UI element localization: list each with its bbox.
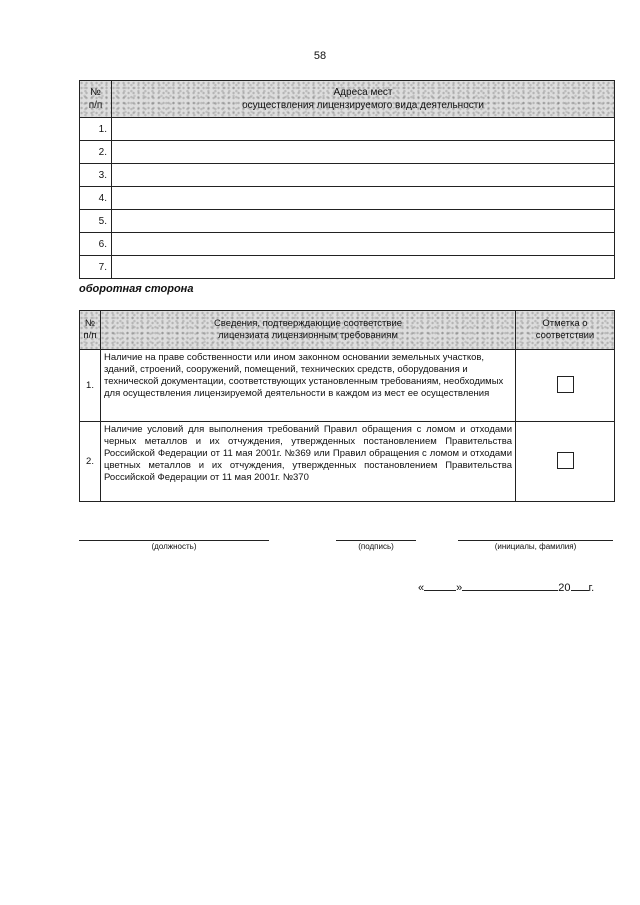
address-cell[interactable]: [112, 164, 615, 187]
header-requirements-text: Сведения, подтверждающие соответствие лицензиата лицензионным требованиям: [213, 318, 403, 341]
section-title: оборотная сторона: [79, 283, 194, 295]
name-line[interactable]: [458, 540, 613, 551]
compliance-checkbox-cell: [516, 422, 615, 502]
row-number: 7.: [80, 256, 112, 279]
signature-label: (подпись): [358, 542, 394, 551]
table-row: [80, 256, 615, 279]
row-number: 6.: [80, 233, 112, 256]
addresses-table-header: [80, 81, 615, 118]
table-row: [80, 210, 615, 233]
address-cell[interactable]: [112, 210, 615, 233]
table-row: [80, 118, 615, 141]
month-field[interactable]: [462, 580, 558, 591]
header-compliance-mark: [516, 311, 615, 350]
header-num-text: № п/п: [83, 318, 97, 341]
address-cell[interactable]: [112, 187, 615, 210]
compliance-checkbox[interactable]: [557, 376, 574, 393]
header-mark-text: Отметка о соответствии: [535, 318, 595, 341]
table-row: [80, 233, 615, 256]
year-field[interactable]: [571, 580, 589, 591]
row-number: 4.: [80, 187, 112, 210]
row-number: 5.: [80, 210, 112, 233]
table-row: [80, 187, 615, 210]
address-cell[interactable]: [112, 141, 615, 164]
header-num-text: № п/п: [88, 87, 103, 111]
row-number: 1.: [80, 118, 112, 141]
position-label: (должность): [151, 542, 197, 551]
address-cell[interactable]: [112, 233, 615, 256]
table-row: [80, 164, 615, 187]
requirements-table-header: [80, 311, 615, 350]
row-number: 2.: [80, 422, 101, 502]
table-row: [80, 422, 615, 502]
requirements-table: [79, 310, 615, 502]
position-line[interactable]: [79, 540, 269, 551]
address-cell[interactable]: [112, 256, 615, 279]
addresses-table: [79, 80, 615, 279]
header-num: [80, 81, 112, 118]
address-cell[interactable]: [112, 118, 615, 141]
name-label: (инициалы, фамилия): [494, 542, 577, 551]
signature-line[interactable]: [336, 540, 416, 551]
header-addresses: [112, 81, 615, 118]
header-requirements: [101, 311, 516, 350]
row-number: 3.: [80, 164, 112, 187]
compliance-checkbox-cell: [516, 350, 615, 422]
requirement-text: Наличие на праве собственности или ином законном основании земельных участков, зданий, строений, сооружений, помещений, технических средств, оборудования и технической документации, соответствующих установленным требованиям, необходимых для осуществления лицензируемой деятельности в каждом из мест ее осуществления: [101, 350, 516, 422]
row-number: 2.: [80, 141, 112, 164]
date-open-quote: «: [418, 582, 425, 594]
row-number: 1.: [80, 350, 101, 422]
year-prefix: 20: [558, 582, 571, 594]
requirement-text: Наличие условий для выполнения требований Правил обращения с ломом и отходами черных металлов и их отчуждения, утвержденных постановлением Правительства Российской Федерации от 11 мая 2001г. №369 или Правил обращения с ломом и отходами цветных металлов и их отчуждения, утвержденных постановлением Правительства Российской Федерации от 11 мая 2001г. №370: [101, 422, 516, 502]
date-close-quote: »: [456, 582, 463, 594]
year-suffix: г.: [588, 582, 595, 594]
header-addresses-text: Адреса мест осуществления лицензируемого вида деятельности: [242, 87, 484, 111]
compliance-checkbox[interactable]: [557, 452, 574, 469]
date-line: [418, 580, 594, 594]
header-num: [80, 311, 101, 350]
table-row: [80, 350, 615, 422]
page-number: 58: [313, 50, 327, 62]
day-field[interactable]: [424, 580, 456, 591]
table-row: [80, 141, 615, 164]
